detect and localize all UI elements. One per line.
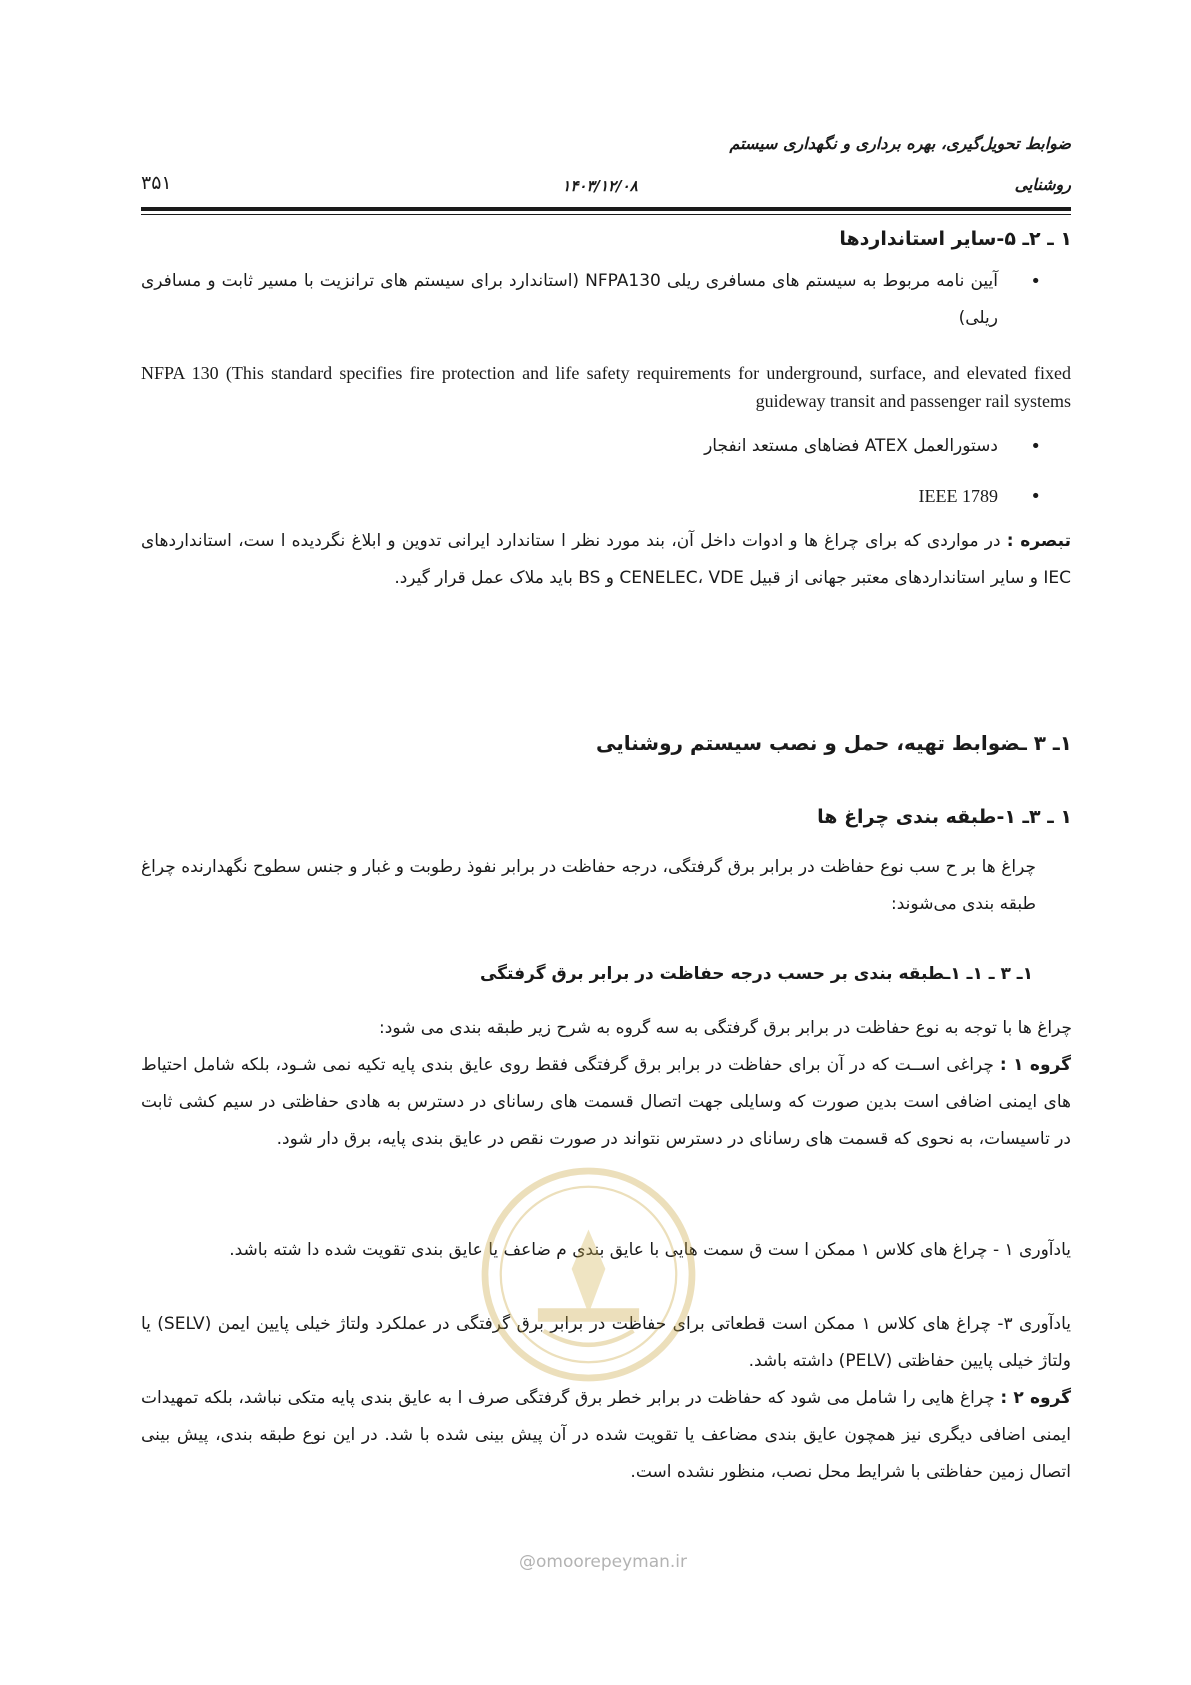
bullet-text-atex: دستورالعمل ATEX فضاهای مستعد انفجار (704, 436, 998, 456)
note-paragraph-1: یادآوری ۱ - چراغ های کلاس ۱ ممکن ا ست ق سمت هایی با عایق بندی م ضاعف یا عایق بندی تقویت شده دا شته باشد. (229, 1240, 1071, 1260)
subsubsection-heading-shock-protection: ۱ـ ۳ ـ ۱ـ ۱ـطبقه بندی بر حسب درجه حفاظت در برابر برق گرفتگی (479, 964, 1033, 984)
note-text: در مواردی که برای چراغ ها و ادوات داخل آن، بند مورد نظر ا ستاندارد ایرانی تدوین و ابلاغ نگردیده ا ست، استانداردهای IEC و سایر استانداردهای معتبر جهانی از قبیل CENELEC، VDE و BS باید ملاک عمل قرار گیرد. (141, 531, 1071, 588)
group1-paragraph (141, 1047, 1071, 1158)
group1-text: چراغی اســت که در آن برای حفاظت در برابر برق گرفتگی فقط روی عایق بندی پایه تکیه نمی شـود، بلکه شامل احتیاط های ایمنی اضافی است بدین صورت که وسایلی جهت اتصال قسمت های رسانای در دسترس به هادی حفاظتی در سیم کشی ثابت در تاسیسات، به نحوی که قسمت های رسانای در دسترس نتواند در صورت نقص در عایق بندی پایه، برق دار شود. (141, 1055, 1071, 1149)
list-item (141, 263, 1041, 337)
section-heading-other-standards: ۱ ـ ۲ـ ۵-سایر استانداردها (839, 228, 1072, 250)
header-date: ۱۴۰۳/۱۲/۰۸ (562, 177, 638, 195)
shock-protection-intro: چراغ ها با توجه به نوع حفاظت در برابر برق گرفتگی به سه گروه به شرح زیر طبقه بندی می شود: (379, 1018, 1072, 1038)
bullet-icon: • (1030, 436, 1041, 457)
list-item (141, 478, 1041, 515)
bullet-text-nfpa: آیین نامه مربوط به سیستم های مسافری ریلی NFPA130 (استاندارد برای سیستم های ترانزیت با مسیر ثابت و مسافری ریلی) (141, 271, 998, 328)
watermark-seal-icon (476, 1162, 701, 1387)
header-rule-thick (141, 207, 1071, 211)
group1-label: گروه ۱ : (999, 1055, 1071, 1075)
note-paragraph (141, 523, 1071, 597)
group2-label: گروه ۲ : (1000, 1388, 1072, 1408)
bullet-icon: • (1030, 486, 1041, 507)
header-subtitle: روشنایی (1014, 175, 1071, 194)
page-number: ۳۵۱ (141, 172, 172, 194)
group2-paragraph (141, 1380, 1071, 1491)
group2-text: چراغ هایی را شامل می شود که حفاظت در برابر خطر برق گرفتگی صرف ا به عایق بندی پایه متکی نباشد، بلکه تمهیدات ایمنی اضافی دیگری نیز همچون عایق بندی مضاعف یا تقویت شده در آن پیش بینی شده با شد. در این نوع طبقه بندی، پیش بینی اتصال زمین حفاظتی با شرایط محل نصب، منظور نشده است. (141, 1388, 1071, 1482)
watermark-url: @omoorepeyman.ir (518, 1552, 688, 1572)
bullet-text-ieee: IEEE 1789 (918, 486, 998, 506)
note-paragraph-3: یادآوری ۳- چراغ های کلاس ۱ ممکن است قطعاتی برای حفاظت در برابر برق گرفتگی در عملکرد ولتاژ خیلی پایین ایمن (SELV) یا ولتاژ خیلی پایین حفاظتی (PELV) داشته باشد. (141, 1314, 1071, 1371)
bullet-icon: • (1030, 271, 1041, 292)
header-title: ضوابط تحویل‌گیری، بهره برداری و نگهداری سیستم (729, 134, 1071, 153)
note-label: تبصره : (1006, 531, 1071, 551)
classification-intro: چراغ ها بر ح سب نوع حفاظت در برابر برق گرفتگی، درجه حفاظت در برابر نفوذ رطوبت و غبار و جنس سطوح نگهدارنده چراغ طبقه بندی می‌شوند: (141, 857, 1036, 914)
section-heading-lighting-installation: ۱ـ ۳ ـضوابط تهیه، حمل و نصب سیستم روشنایی (595, 731, 1072, 755)
list-item (141, 428, 1041, 465)
english-paragraph-nfpa: NFPA 130 (This standard specifies fire protection and life safety requirements for underground, surface, and elevated fixed guideway transit and passenger rail systems (141, 363, 1071, 411)
header-rule-thin (141, 214, 1071, 215)
subsection-heading-classification: ۱ ـ ۳ـ ۱-طبقه بندی چراغ ها (817, 806, 1072, 828)
